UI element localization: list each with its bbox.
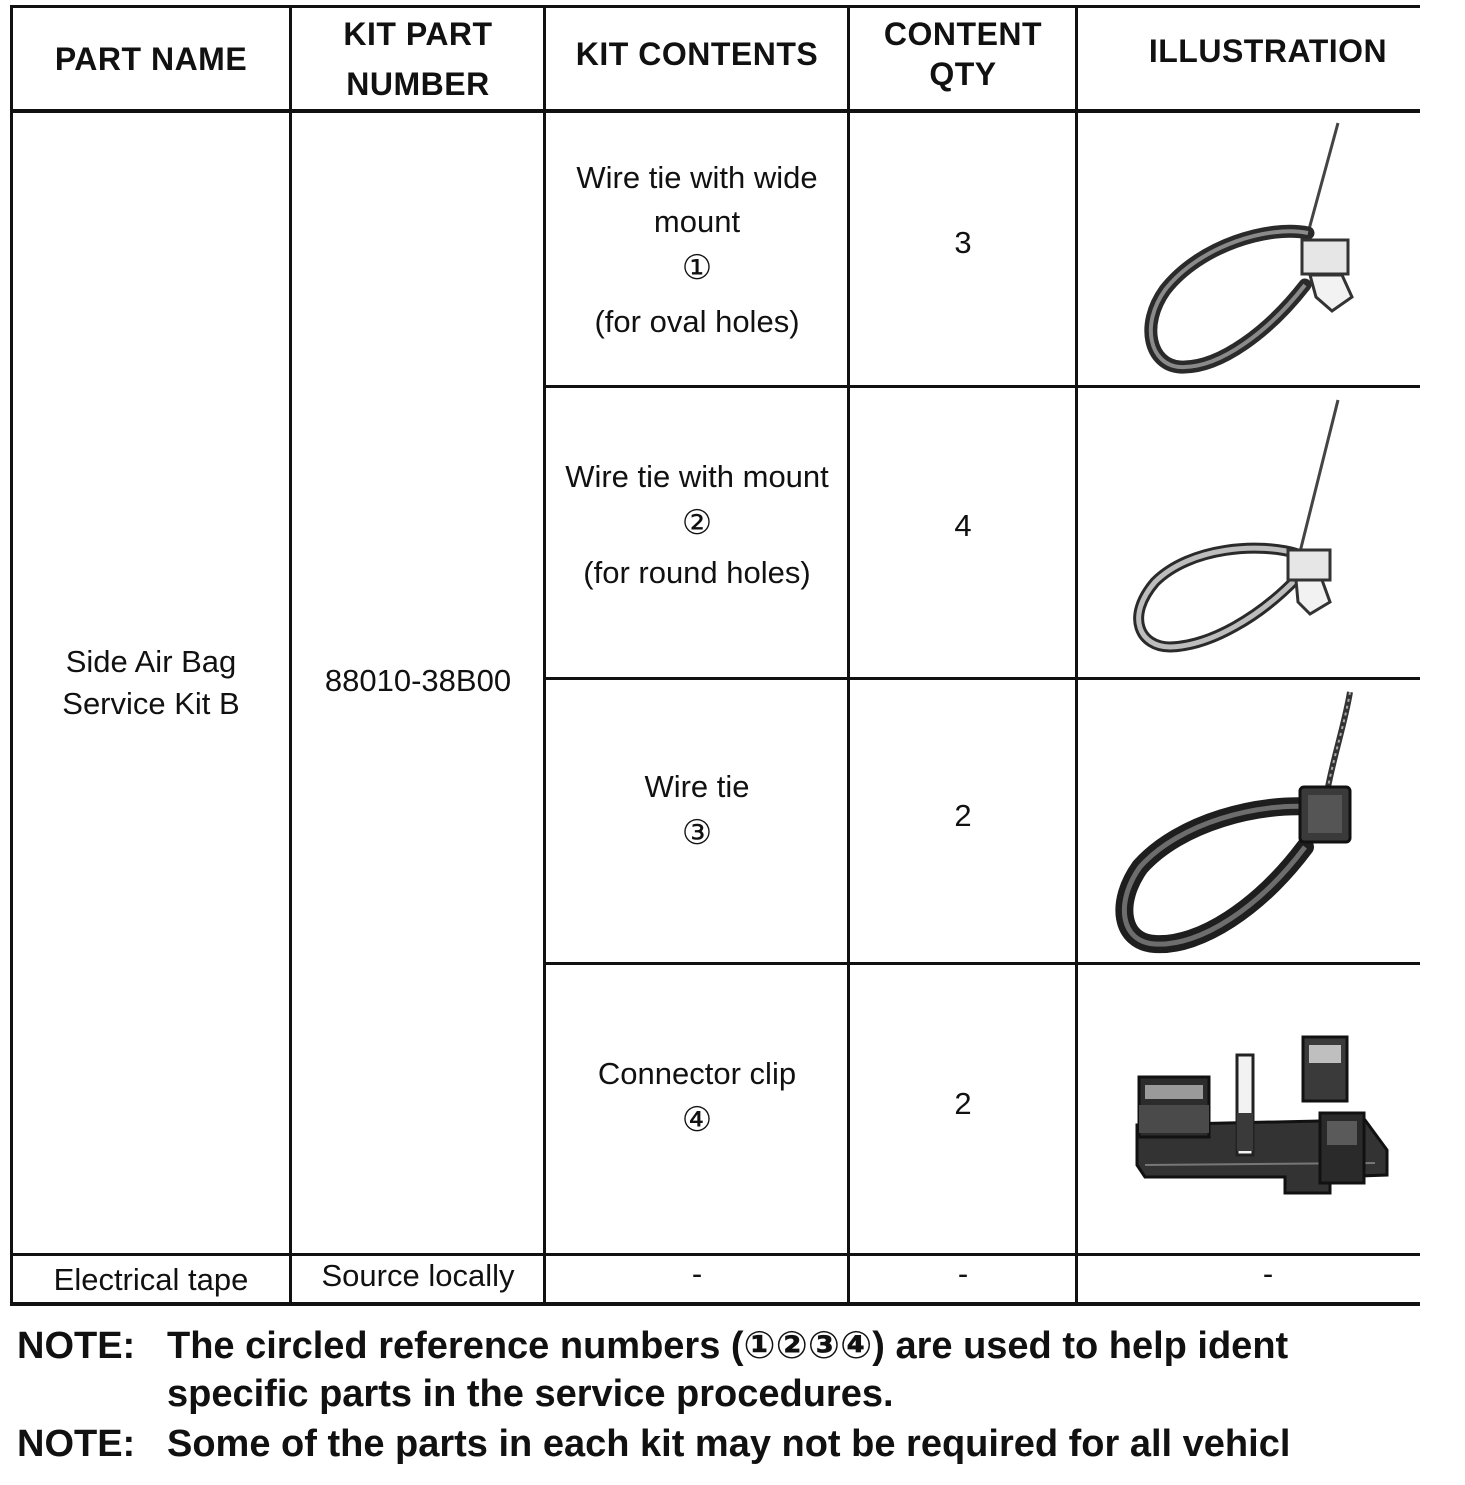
qty-item-2-value: 4 (954, 508, 972, 543)
item-4-ref-number: ④ (681, 1101, 713, 1139)
wire-tie-wide-mount-icon (1120, 115, 1420, 380)
qty-item-1 (850, 112, 1076, 374)
tape-part-number: Source locally (321, 1258, 515, 1293)
qty-item-4-value: 2 (954, 1086, 972, 1121)
header-part-name (12, 8, 290, 110)
header-content-qty-line1: CONTENT (883, 16, 1043, 52)
qty-item-1-value: 3 (954, 225, 972, 260)
header-kit-contents (546, 8, 848, 100)
tape-qty-cell (850, 1256, 1076, 1292)
item-1-name-line1: Wire tie with wide (576, 160, 818, 195)
item-2-note: (for round holes) (583, 555, 811, 590)
item-1-note: (for oval holes) (594, 304, 800, 339)
kit-contents-item-2 (546, 445, 848, 605)
kit-contents-item-4 (546, 1052, 848, 1144)
wire-tie-mount-icon (1120, 392, 1420, 674)
tape-contents-cell (546, 1256, 848, 1292)
kit-part-name-cell (12, 112, 290, 1254)
header-content-qty (850, 8, 1076, 100)
tape-part-number-cell (292, 1254, 544, 1298)
qty-item-3 (850, 680, 1076, 952)
note-2-label: NOTE: (17, 1423, 136, 1465)
item-4-name-line1: Connector clip (597, 1056, 797, 1091)
connector-clip-icon (1125, 1025, 1405, 1200)
note-1-line2: specific parts in the service procedures. (167, 1373, 894, 1415)
item-2-ref-number: ② (681, 504, 713, 542)
header-illustration-text: ILLUSTRATION (1148, 33, 1388, 69)
kit-part-number-cell (292, 112, 544, 1250)
item-1-ref-number: ① (681, 249, 713, 287)
qty-item-2 (850, 388, 1076, 664)
tape-part-name-cell (12, 1256, 290, 1304)
header-kit-part-number (292, 8, 544, 110)
header-part-name-text: PART NAME (54, 41, 248, 77)
header-illustration (1078, 8, 1458, 94)
note-1 (17, 1322, 1457, 1422)
item-3-name-line1: Wire tie (644, 769, 750, 804)
tape-illustration: - (1262, 1256, 1274, 1291)
header-kit-part-number-line1: KIT PART (343, 16, 493, 52)
header-content-qty-line2: QTY (929, 56, 997, 92)
item-3-ref-number: ③ (681, 814, 713, 852)
note-2-line1: Some of the parts in each kit may not be required for all vehicl (167, 1423, 1291, 1465)
note-1-label: NOTE: (17, 1325, 136, 1367)
tape-qty: - (957, 1256, 969, 1291)
kit-part-number: 88010-38B00 (324, 663, 512, 698)
note-1-line1: The circled reference numbers (①②③④) are used to help ident (167, 1325, 1289, 1367)
kit-part-name-line1: Side Air Bag (65, 644, 237, 679)
header-kit-part-number-line2: NUMBER (346, 66, 490, 102)
tape-contents: - (691, 1256, 703, 1291)
wire-tie-icon (1100, 682, 1420, 960)
tape-part-name: Electrical tape (53, 1262, 249, 1297)
note-2 (17, 1420, 1457, 1472)
kit-part-name-line2: Service Kit B (62, 686, 240, 721)
tape-illustration-cell (1078, 1256, 1458, 1292)
item-1-name-line2: mount (653, 204, 741, 239)
item-2-name-line1: Wire tie with mount (565, 459, 829, 494)
kit-contents-item-1 (546, 130, 848, 370)
qty-item-4 (850, 965, 1076, 1243)
header-kit-contents-text: KIT CONTENTS (575, 36, 819, 72)
kit-contents-item-3 (546, 765, 848, 857)
qty-item-3-value: 2 (954, 798, 972, 833)
